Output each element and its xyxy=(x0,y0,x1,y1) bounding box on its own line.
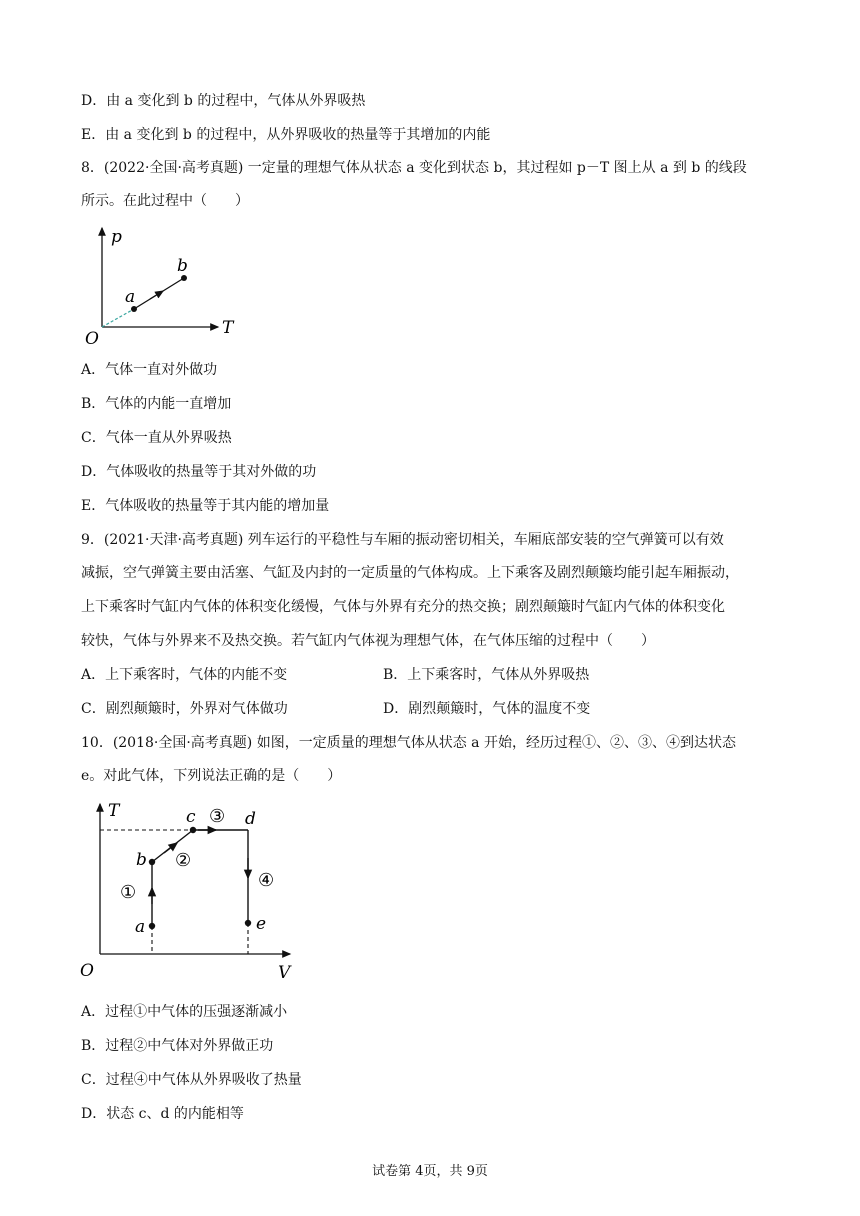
q9-stem-line2: 减振，空气弹簧主要由活塞、气缸及内封的一定质量的气体构成。上下乘客及剧烈颠簸均能引起车厢振动， xyxy=(81,565,739,581)
q10-label-process-1: ① xyxy=(120,882,137,903)
q10-point-c xyxy=(190,827,196,833)
q9-option-c: C．剧烈颠簸时，外界对气体做功 xyxy=(81,701,288,717)
q8-label-O: O xyxy=(85,329,99,349)
q10-option-a: A．过程①中气体的压强逐渐减小 xyxy=(81,1004,288,1020)
q8-option-a: A．气体一直对外做功 xyxy=(81,362,218,378)
q10-label-process-3: ③ xyxy=(209,806,226,827)
q10-label-d: d xyxy=(245,809,256,829)
q10-label-V: V xyxy=(278,963,291,983)
q10-label-b: b xyxy=(136,850,147,870)
q8-label-p: p xyxy=(111,227,122,247)
q8-dashed-extension xyxy=(102,309,134,327)
q10-label-process-2: ② xyxy=(175,850,192,871)
q8-option-c: C．气体一直从外界吸热 xyxy=(81,430,232,446)
q10-stem-line2: e。对此气体，下列说法正确的是（ ） xyxy=(81,768,342,784)
q10-stem-line1: 10．(2018·全国·高考真题) 如图，一定质量的理想气体从状态 a 开始，经历过程①、②、③、④到达状态 xyxy=(81,735,736,751)
q10-label-e: e xyxy=(256,914,267,934)
q9-stem-line1: 9．(2021·天津·高考真题) 列车运行的平稳性与车厢的振动密切相关，车厢底部安装的空气弹簧可以有效 xyxy=(81,532,724,548)
q10-label-c: c xyxy=(186,807,196,827)
q8-option-b: B．气体的内能一直增加 xyxy=(81,396,232,412)
q9-option-a: A．上下乘客时，气体的内能不变 xyxy=(81,667,288,683)
q10-option-d: D．状态 c、d 的内能相等 xyxy=(81,1106,244,1122)
q10-point-e xyxy=(245,920,251,926)
q8-pt-graph xyxy=(80,222,250,347)
q10-point-a xyxy=(149,923,155,929)
q10-point-b xyxy=(149,859,155,865)
q9-stem-line3: 上下乘客时气缸内气体的体积变化缓慢，气体与外界有充分的热交换；剧烈颠簸时气缸内气体的体积变化 xyxy=(81,599,725,615)
q8-stem-line1: 8．(2022·全国·高考真题) 一定量的理想气体从状态 a 变化到状态 b，其过程如 p－T 图上从 a 到 b 的线段 xyxy=(81,160,747,176)
q8-label-b: b xyxy=(177,256,188,276)
q10-option-c: C．过程④中气体从外界吸收了热量 xyxy=(81,1072,302,1088)
page-footer: 试卷第 4页，共 9页 xyxy=(372,1164,488,1179)
q8-label-T: T xyxy=(222,318,234,338)
q10-label-O: O xyxy=(80,961,94,981)
q9-option-d: D．剧烈颠簸时，气体的温度不变 xyxy=(383,701,591,717)
q7-option-d: D．由 a 变化到 b 的过程中，气体从外界吸热 xyxy=(81,93,366,109)
q10-label-T: T xyxy=(108,801,120,821)
q8-label-a: a xyxy=(125,287,136,307)
q8-option-d: D．气体吸收的热量等于其对外做的功 xyxy=(81,464,317,480)
q8-stem-line2: 所示。在此过程中（ ） xyxy=(81,193,249,209)
q10-option-b: B．过程②中气体对外界做正功 xyxy=(81,1038,274,1054)
q7-option-e: E．由 a 变化到 b 的过程中，从外界吸收的热量等于其增加的内能 xyxy=(81,127,491,143)
q10-label-process-4: ④ xyxy=(258,870,275,891)
q8-segment-arrow xyxy=(150,291,163,299)
q9-option-b: B．上下乘客时，气体从外界吸热 xyxy=(383,667,590,683)
q10-label-a: a xyxy=(135,917,146,937)
q10-tv-graph xyxy=(78,796,318,986)
q8-option-e: E．气体吸收的热量等于其内能的增加量 xyxy=(81,498,330,514)
q9-stem-line4: 较快，气体与外界来不及热交换。若气缸内气体视为理想气体，在气体压缩的过程中（ ） xyxy=(81,633,655,649)
